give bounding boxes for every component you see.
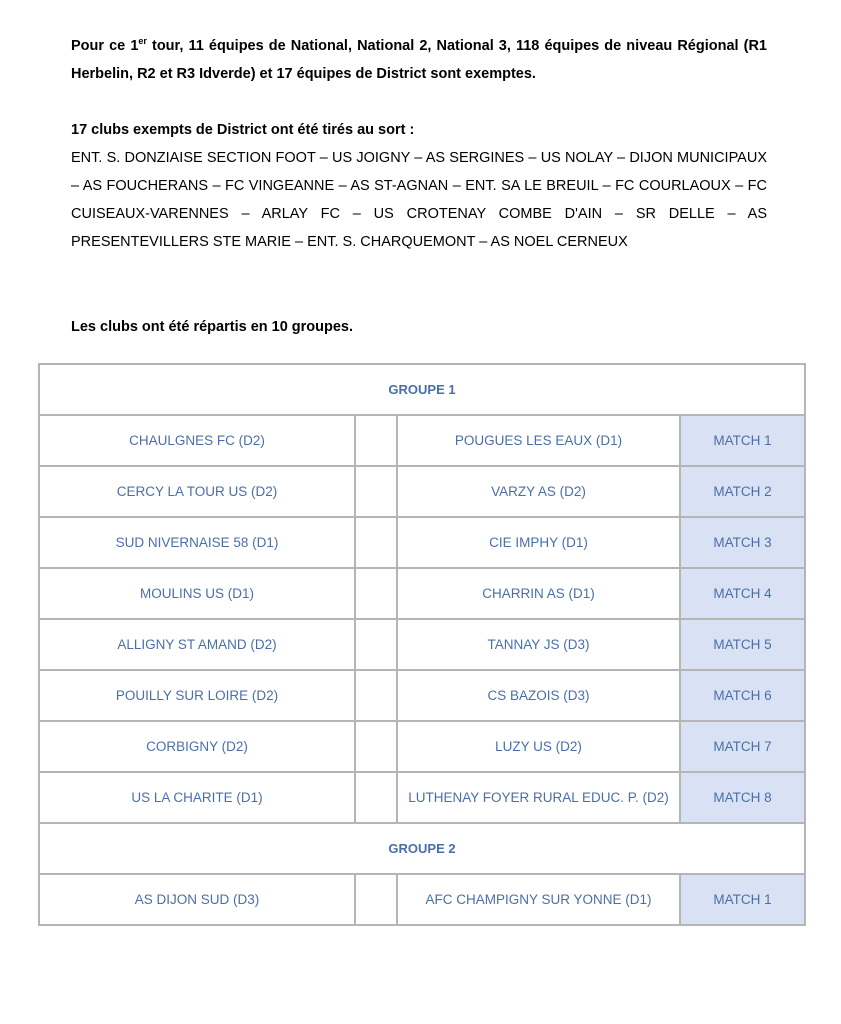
away-team: CIE IMPHY (D1) bbox=[397, 517, 680, 568]
away-team: VARZY AS (D2) bbox=[397, 466, 680, 517]
intro-text-start: Pour ce 1 bbox=[71, 38, 139, 54]
separator-cell bbox=[355, 721, 397, 772]
match-row bbox=[39, 517, 805, 568]
match-row bbox=[39, 874, 805, 925]
away-team: AFC CHAMPIGNY SUR YONNE (D1) bbox=[397, 874, 680, 925]
separator-cell bbox=[355, 568, 397, 619]
group-title: GROUPE 1 bbox=[39, 364, 805, 415]
match-row bbox=[39, 415, 805, 466]
draw-table-body bbox=[39, 364, 805, 925]
separator-cell bbox=[355, 517, 397, 568]
exempt-heading: 17 clubs exempts de District ont été tirés au sort : bbox=[71, 122, 415, 138]
intro-text-rest: tour, 11 équipes de National, National 2, National 3, 118 équipes de niveau Régional (R1 Herbelin, R2 et R3 Idverde) et 17 équipes de District sont exemptes. bbox=[71, 38, 767, 82]
intro-paragraph bbox=[71, 32, 767, 88]
exempt-clubs-list: ENT. S. DONZIAISE SECTION FOOT – US JOIGNY – AS SERGINES – US NOLAY – DIJON MUNICIPAUX – AS FOUCHERANS – FC VINGEANNE – AS ST-AGNAN – ENT. SA LE BREUIL – FC COURLAOUX – FC CUISEAUX-VARENNES – ARLAY FC – US CROTENAY COMBE D'AIN – SR DELLE – AS PRESENTEVILLERS STE MARIE – ENT. S. CHARQUEMONT – AS NOEL CERNEUX bbox=[71, 150, 767, 250]
home-team: CORBIGNY (D2) bbox=[39, 721, 355, 772]
group-header-row bbox=[39, 823, 805, 874]
match-label: MATCH 8 bbox=[680, 772, 805, 823]
away-team: CS BAZOIS (D3) bbox=[397, 670, 680, 721]
away-team: LUZY US (D2) bbox=[397, 721, 680, 772]
match-row bbox=[39, 670, 805, 721]
group-title: GROUPE 2 bbox=[39, 823, 805, 874]
draw-table bbox=[38, 363, 806, 926]
away-team: LUTHENAY FOYER RURAL EDUC. P. (D2) bbox=[397, 772, 680, 823]
ordinal-superscript: er bbox=[138, 36, 147, 46]
match-label: MATCH 7 bbox=[680, 721, 805, 772]
separator-cell bbox=[355, 670, 397, 721]
match-row bbox=[39, 772, 805, 823]
home-team: ALLIGNY ST AMAND (D2) bbox=[39, 619, 355, 670]
match-label: MATCH 1 bbox=[680, 874, 805, 925]
match-label: MATCH 5 bbox=[680, 619, 805, 670]
away-team: TANNAY JS (D3) bbox=[397, 619, 680, 670]
home-team: SUD NIVERNAISE 58 (D1) bbox=[39, 517, 355, 568]
match-label: MATCH 3 bbox=[680, 517, 805, 568]
separator-cell bbox=[355, 874, 397, 925]
home-team: MOULINS US (D1) bbox=[39, 568, 355, 619]
match-row bbox=[39, 568, 805, 619]
separator-cell bbox=[355, 415, 397, 466]
match-label: MATCH 4 bbox=[680, 568, 805, 619]
separator-cell bbox=[355, 466, 397, 517]
match-label: MATCH 1 bbox=[680, 415, 805, 466]
group-header-row bbox=[39, 364, 805, 415]
away-team: CHARRIN AS (D1) bbox=[397, 568, 680, 619]
separator-cell bbox=[355, 619, 397, 670]
home-team: AS DIJON SUD (D3) bbox=[39, 874, 355, 925]
match-label: MATCH 2 bbox=[680, 466, 805, 517]
match-label: MATCH 6 bbox=[680, 670, 805, 721]
groups-summary: Les clubs ont été répartis en 10 groupes. bbox=[71, 319, 354, 335]
away-team: POUGUES LES EAUX (D1) bbox=[397, 415, 680, 466]
separator-cell bbox=[355, 772, 397, 823]
home-team: CERCY LA TOUR US (D2) bbox=[39, 466, 355, 517]
home-team: US LA CHARITE (D1) bbox=[39, 772, 355, 823]
home-team: CHAULGNES FC (D2) bbox=[39, 415, 355, 466]
match-row bbox=[39, 721, 805, 772]
match-row bbox=[39, 619, 805, 670]
home-team: POUILLY SUR LOIRE (D2) bbox=[39, 670, 355, 721]
match-row bbox=[39, 466, 805, 517]
